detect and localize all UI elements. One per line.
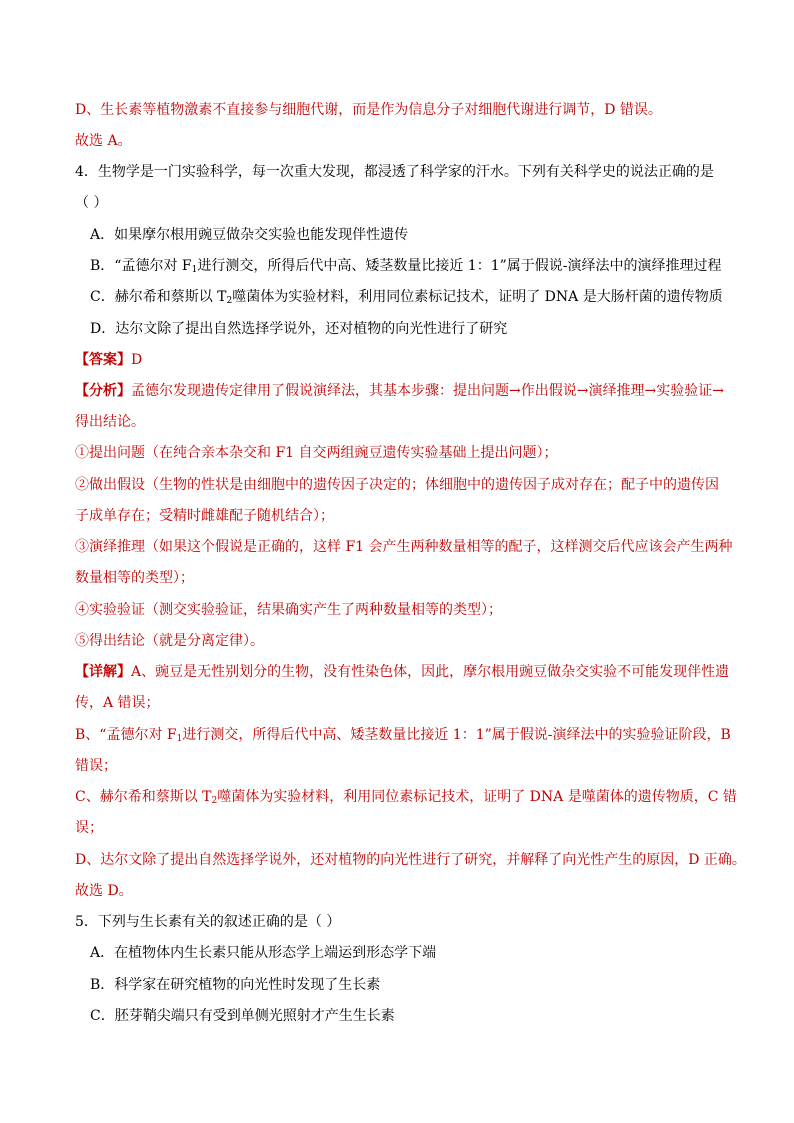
q4-detail-b-line1: B、“孟德尔对 $F_1$进行测交，所得后代中高、矮茎数量比接近 1：1”属于假说-演绎法中的实验验证阶段，B [75,727,731,744]
q5-option-a: A．在植物体内生长素只能从形态学上端运到形态学下端 [90,945,437,961]
q4-step-2b: 子成单存在；受精时雌雄配子随机结合）； [75,508,334,524]
q4-analysis-line1: 【分析】孟德尔发现遗传定律用了假说演绎法，其基本步骤：提出问题→作出假说→演绎推理→实验验证→ [75,383,724,399]
q4-stem-line1: 4．生物学是一门实验科学，每一次重大发现，都浸透了科学家的汗水。下列有关科学史的说法正确的是 [75,164,714,180]
answer-label: 【答案】 [75,352,131,368]
q4-detail-a-line1: 【详解】A、豌豆是无性别划分的生物，没有性染色体，因此，摩尔根用豌豆做杂交实验不可能发现伴性遗 [75,664,730,680]
prev-choose-answer: 故选 A。 [75,133,132,149]
q4-detail-d: D、达尔文除了提出自然选择学说外，还对植物的向光性进行了研究，并解释了向光性产生的原因，D 正确。 [75,852,746,868]
q4-detail-c-line1: C、赫尔希和蔡斯以 $T_2$噬菌体为实验材料，利用同位素标记技术，证明了 DNA 是噬菌体的遗传物质，C 错 [75,789,737,806]
q4-step-5: ⑤得出结论（就是分离定律）。 [75,633,264,649]
q4-option-d: D．达尔文除了提出自然选择学说外，还对植物的向光性进行了研究 [90,321,508,337]
q4-answer: 【答案】D [75,352,143,368]
q4-step-2a: ②做出假设（生物的性状是由细胞中的遗传因子决定的；体细胞中的遗传因子成对存在；配子中的遗传因 [75,477,719,493]
q5-option-c: C．胚芽鞘尖端只有受到单侧光照射才产生生长素 [90,1008,395,1024]
q4-step-3b: 数量相等的类型）； [75,570,194,586]
q4-step-4: ④实验验证（测交实验验证，结果确实产生了两种数量相等的类型）； [75,602,502,618]
q4-detail-c-line2: 误； [75,820,103,836]
prev-option-d-explanation: D、生长素等植物激素不直接参与细胞代谢，而是作为信息分子对细胞代谢进行调节，D 错误。 [75,102,662,118]
q4-option-b: B．“孟德尔对 $F_1$进行测交，所得后代中高、矮茎数量比接近 1：1”属于假说-演绎法中的演绎推理过程 [90,258,722,275]
q4-analysis-line2: 得出结论。 [75,414,145,430]
q4-detail-b-line2: 错误； [75,758,117,774]
q4-detail-a-line2: 传，A 错误； [75,695,160,711]
q5-stem: 5．下列与生长素有关的叙述正确的是（ ） [75,914,341,930]
analysis-label: 【分析】 [75,383,131,399]
q4-stem-line2: （ ） [75,195,108,211]
q4-option-a: A．如果摩尔根用豌豆做杂交实验也能发现伴性遗传 [90,227,409,243]
q5-option-b: B．科学家在研究植物的向光性时发现了生长素 [90,977,381,993]
q4-choose-answer: 故选 D。 [75,883,133,899]
detail-label: 【详解】 [75,664,131,680]
q4-option-c: C．赫尔希和蔡斯以 $T_2$噬菌体为实验材料，利用同位素标记技术，证明了 DNA 是大肠杆菌的遗传物质 [90,289,723,306]
q4-step-1: ①提出问题（在纯合亲本杂交和 F1 自交两组豌豆遗传实验基础上提出问题）； [75,445,558,461]
q4-step-3a: ③演绎推理（如果这个假说是正确的，这样 F1 会产生两种数量相等的配子，这样测交后代应该会产生两种 [75,539,733,555]
